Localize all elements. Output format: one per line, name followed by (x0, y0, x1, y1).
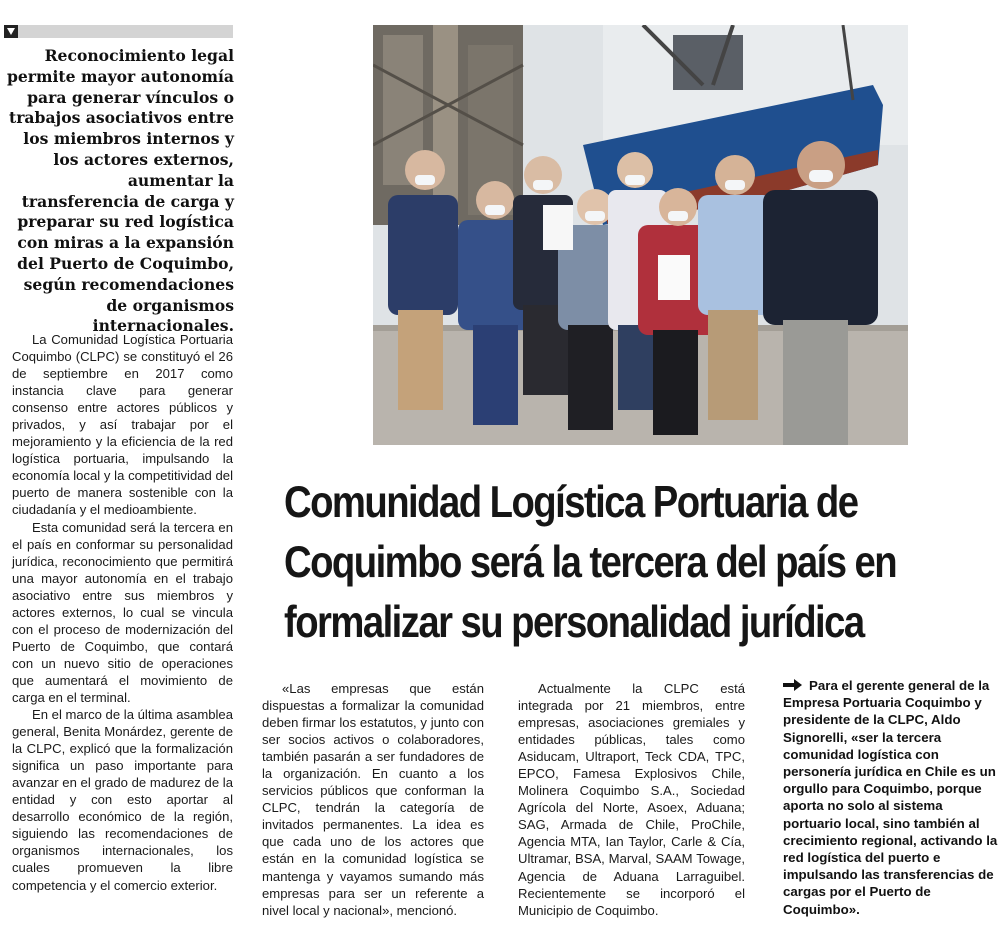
sidebar-quote (783, 677, 1000, 918)
article-photo (373, 25, 908, 445)
paragraph: La Comunidad Logística Portuaria Coquimbo (CLPC) se constituyó el 26 de septiembre en 2017 como instancia clave para generar consenso entre actores públicos y privados, y así trabajar por el mejoramiento y la eficiencia de la red logística portuaria, impulsando la economía local y la competitividad del puerto de manera sostenible con la ciudadanía y el medioambiente. (12, 332, 233, 518)
article-deck: Reconocimiento legal permite mayor autonomía para generar vínculos o trabajos asociativos entre los miembros internos y los actores externos, aumentar la transferencia de carga y preparar su red logística con miras a la expansión del Puerto de Coquimbo, según recomendaciones de organismos internacionales. (6, 46, 234, 336)
headline: Comunidad Logística Portuaria de Coquimbo será la tercera del país en formalizar su personalidad jurídica (284, 478, 897, 647)
body-column-1 (12, 331, 233, 894)
sidebar-quote-text: Para el gerente general de la Empresa Portuaria Coquimbo y presidente de la CLPC, Aldo Signorelli, «ser la tercera comunidad logística con personería jurídica en Chile es un orgullo para Coquimbo, porque aporta no solo al sistema portuario local, sino también al crecimiento regional, activando la red logística del puerto e impulsando las transferencias de cargas por el Puerto de Coquimbo». (783, 678, 998, 917)
arrow-right-icon (783, 679, 803, 691)
body-column-3 (518, 680, 745, 919)
paragraph: Esta comunidad será la tercera en el país en conformar su personalidad jurídica, reconocimiento que permitirá una mayor autonomía en el trabajo asociativo entre sus miembros y actores externos, lo cual se vincula con el proceso de modernización del Puerto de Coquimbo, que contará con un nuevo sitio de operaciones que aumentará el movimiento de carga en el terminal. (12, 519, 233, 705)
paragraph: Actualmente la CLPC está integrada por 21 miembros, entre empresas, asociaciones gremiales y entidades públicas, tales como Asiducam, Ultraport, Teck CDA, TPC, EPCO, Famesa Explosivos Chile, Molinera Coquimbo S.A., Sociedad Agrícola del Norte, Asoex, Aduana; SAG, Armada de Chile, ProChile, Agencia MTA, Ian Taylor, Carle & Cía, Ultramar, BSA, Marval, SAAM Towage, Agencia de Aduana Larraguibel. Recientemente se incorporó el Municipio de Coquimbo. (518, 681, 745, 918)
triangle-down-icon (4, 25, 18, 38)
paragraph: «Las empresas que están dispuestas a formalizar la comunidad deben firmar los estatutos, y junto con ser socios activos o colaboradores, también pasarán a ser fundadores de la organización. En cuanto a los servicios públicos que conforman la CLPC, tendrán la categoría de invitados permanentes. La idea es que cada uno de los actores que están en la comunidad logística se mantenga y vayamos sumando más empresas para ser un referente a nivel local y nacional», mencionó. (262, 681, 484, 918)
body-column-2 (262, 680, 484, 919)
paragraph: En el marco de la última asamblea general, Benita Monárdez, gerente de la CLPC, explicó que la formalización significa un paso importante para avanzar en el grado de madurez de la entidad y con esto aportar al desarrollo económico de la región, siguiendo las recomendaciones de organismos internacionales, los cuales promueven la libre competencia y el comercio exterior. (12, 707, 233, 893)
section-marker-bar (4, 25, 233, 38)
